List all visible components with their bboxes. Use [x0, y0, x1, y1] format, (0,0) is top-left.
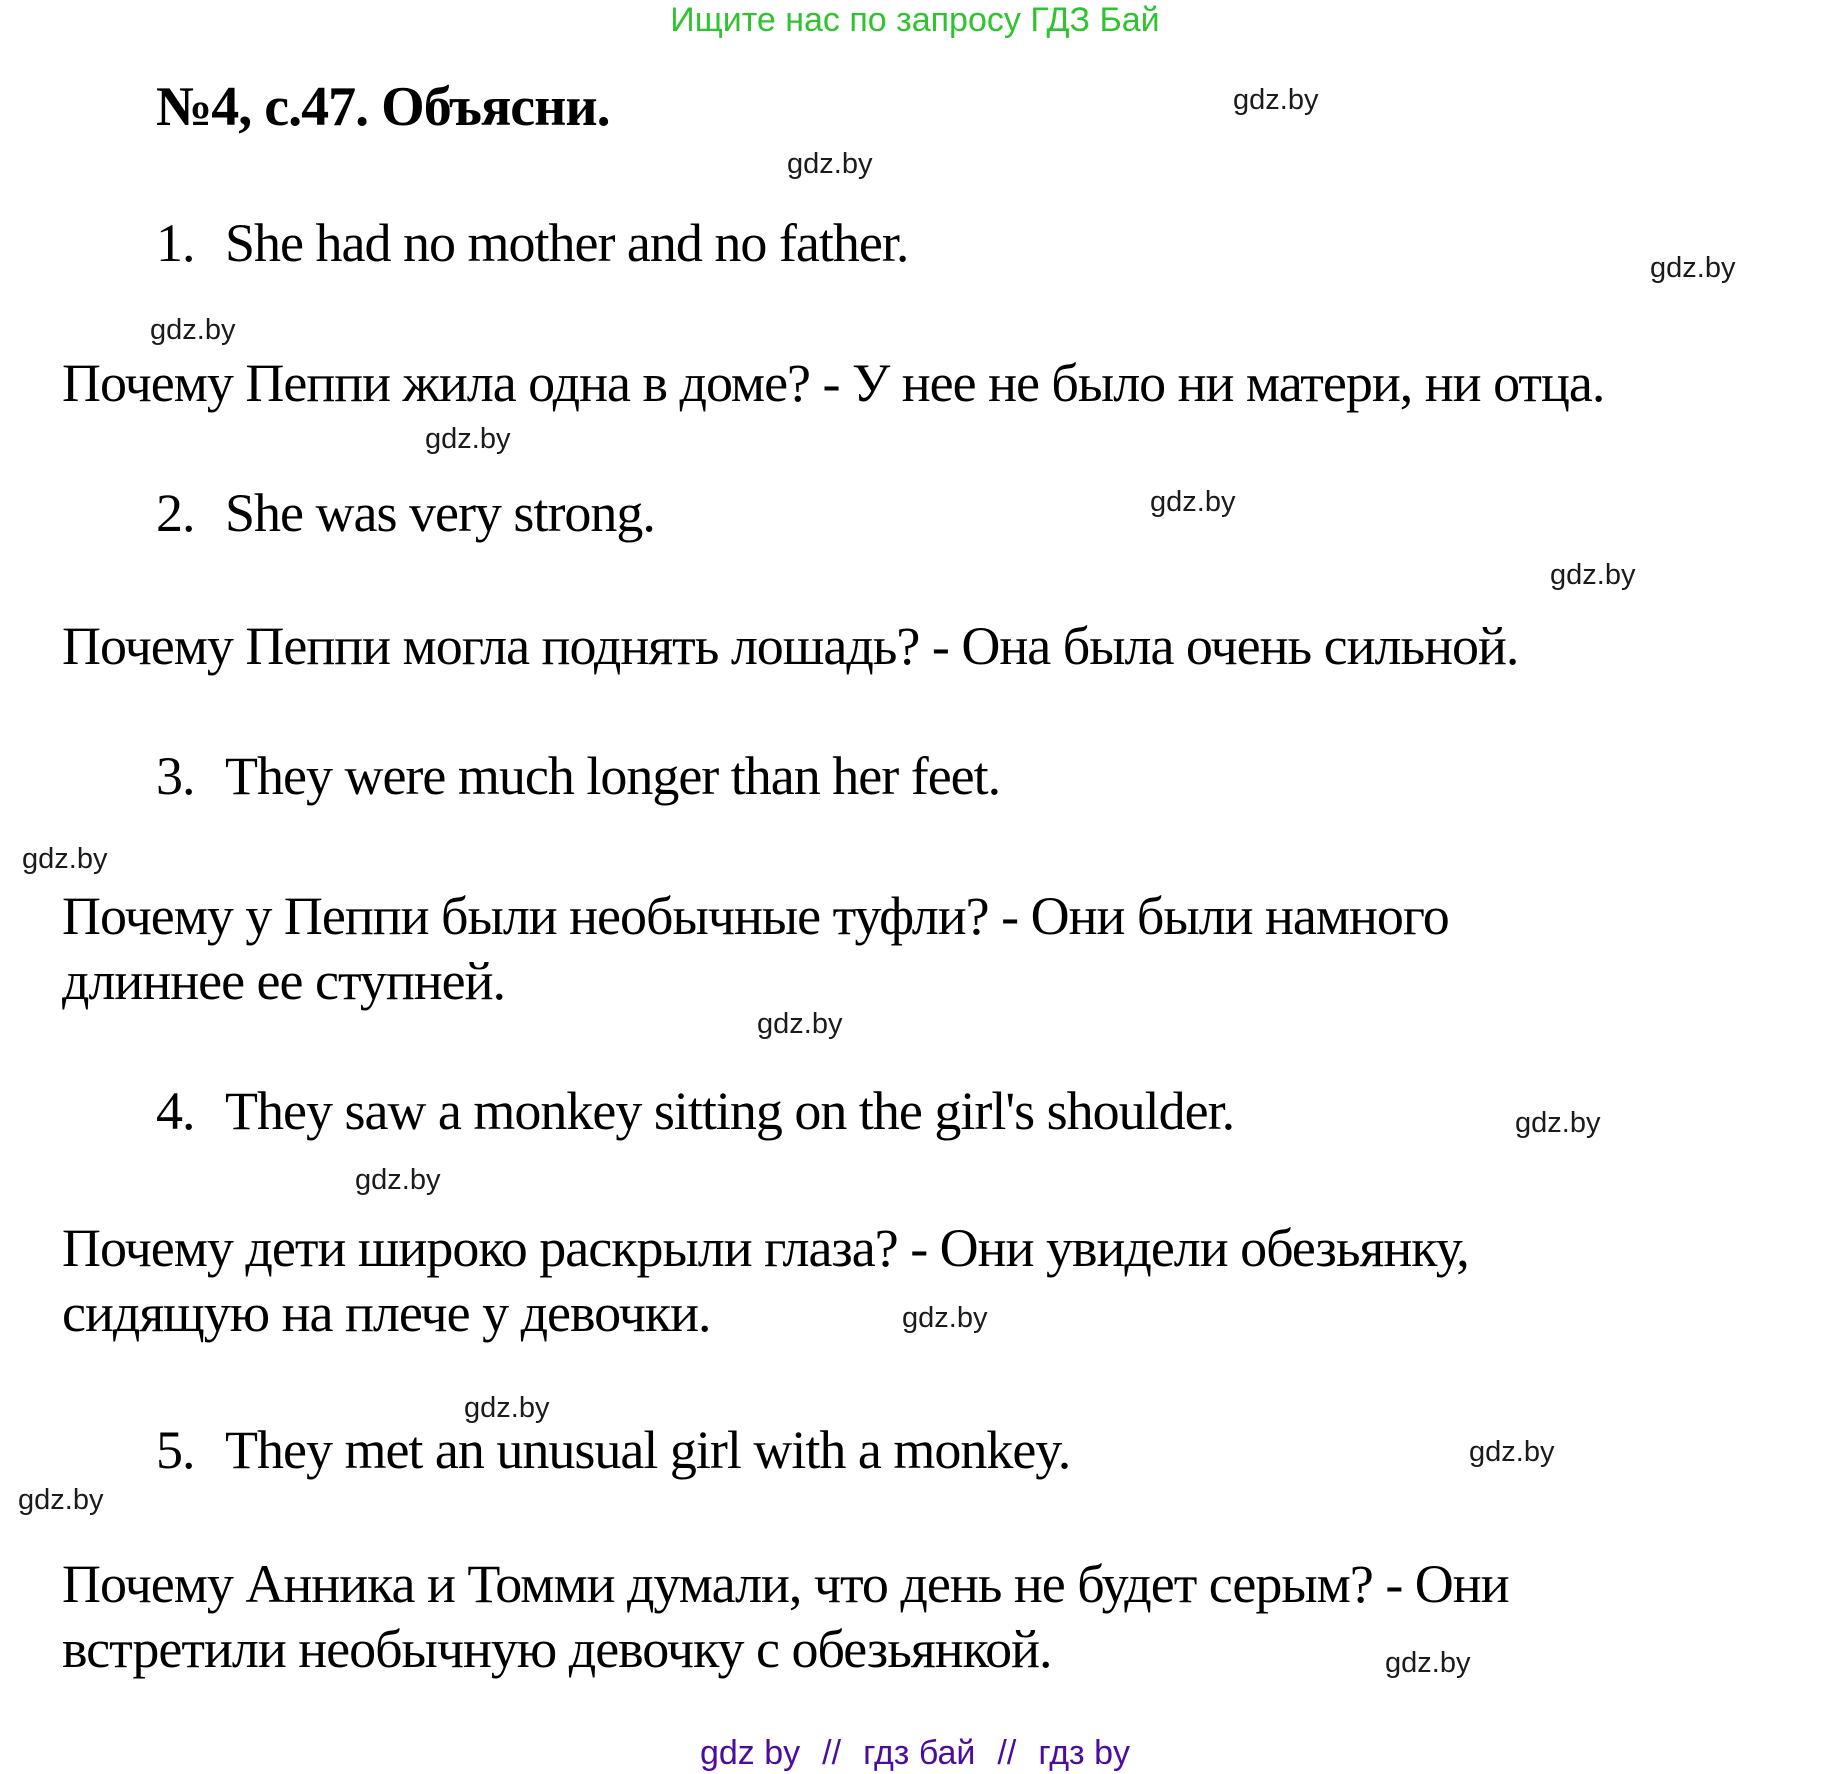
english-sentence-2	[156, 484, 655, 542]
gdz-watermark: gdz.by	[1233, 84, 1319, 116]
english-text: They met an unusual girl with a monkey.	[225, 1420, 1071, 1480]
footer-text-gdz-by-mixed: гдз by	[1038, 1734, 1130, 1772]
russian-answer-3	[62, 884, 1449, 1014]
gdz-watermark: gdz.by	[425, 423, 511, 455]
item-number: 4.	[156, 1081, 195, 1141]
russian-answer-1	[62, 351, 1604, 416]
gdz-watermark: gdz.by	[150, 314, 236, 346]
gdz-watermark: gdz.by	[1150, 486, 1236, 518]
gdz-watermark: gdz.by	[22, 843, 108, 875]
russian-line: Почему Пеппи могла поднять лошадь? - Она была очень сильной.	[62, 616, 1519, 676]
gdz-watermark: gdz.by	[18, 1484, 104, 1516]
russian-line: длиннее ее ступней.	[62, 951, 506, 1011]
footer-separator: //	[997, 1734, 1017, 1772]
gdz-watermark: gdz.by	[1385, 1647, 1471, 1679]
gdz-watermark: gdz.by	[464, 1392, 550, 1424]
english-sentence-5	[156, 1421, 1070, 1479]
russian-line: сидящую на плече у девочки.	[62, 1283, 711, 1343]
gdz-watermark: gdz.by	[1550, 559, 1636, 591]
english-text: They saw a monkey sitting on the girl's shoulder.	[225, 1081, 1235, 1141]
english-text: She was very strong.	[225, 483, 655, 543]
item-number: 3.	[156, 746, 195, 806]
russian-line: встретили необычную девочку с обезьянкой.	[62, 1619, 1052, 1679]
exercise-title: №4, с.47. Объясни.	[156, 76, 610, 138]
item-number: 2.	[156, 483, 195, 543]
gdz-watermark: gdz.by	[355, 1164, 441, 1196]
english-sentence-1	[156, 214, 908, 272]
gdz-watermark: gdz.by	[1469, 1436, 1555, 1468]
english-text: They were much longer than her feet.	[225, 746, 1001, 806]
gdz-watermark: gdz.by	[902, 1302, 988, 1334]
russian-answer-4	[62, 1216, 1469, 1346]
footer-text-gdz-by-latin: gdz by	[699, 1734, 801, 1772]
gdz-watermark: gdz.by	[1650, 252, 1736, 284]
russian-line: Почему Анника и Томми думали, что день не будет серым? - Они	[62, 1554, 1509, 1614]
promo-banner: Ищите нас по запросу ГДЗ Бай	[670, 1, 1160, 39]
russian-line: Почему дети широко раскрыли глаза? - Они увидели обезьянку,	[62, 1218, 1469, 1278]
footer-links	[0, 1733, 1830, 1773]
footer-text-gdz-bai: гдз бай	[863, 1734, 976, 1772]
gdz-watermark: gdz.by	[1515, 1107, 1601, 1139]
item-number: 5.	[156, 1420, 195, 1480]
english-sentence-3	[156, 747, 1000, 805]
english-sentence-4	[156, 1082, 1234, 1140]
russian-line: Почему Пеппи жила одна в доме? - У нее не было ни матери, ни отца.	[62, 353, 1605, 413]
item-number: 1.	[156, 213, 195, 273]
russian-answer-5	[62, 1552, 1509, 1682]
gdz-watermark: gdz.by	[787, 148, 873, 180]
russian-line: Почему у Пеппи были необычные туфли? - Они были намного	[62, 886, 1449, 946]
gdz-watermark: gdz.by	[757, 1008, 843, 1040]
footer-separator: //	[822, 1734, 842, 1772]
russian-answer-2	[62, 614, 1518, 679]
english-text: She had no mother and no father.	[225, 213, 909, 273]
